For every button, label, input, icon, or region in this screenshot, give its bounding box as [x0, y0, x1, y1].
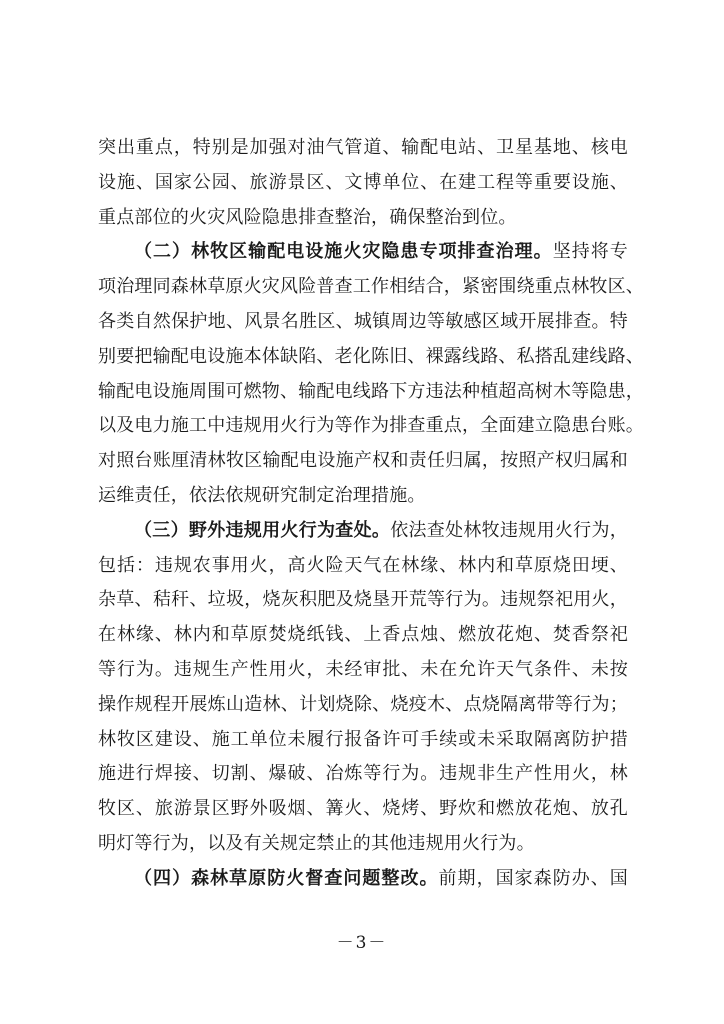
text-line: 对照台账厘清林牧区输配电设施产权和责任归属，按照产权归属和 [98, 450, 628, 472]
text-line: 别要把输配电设施本体缺陷、老化陈旧、裸露线路、私搭乱建线路、 [98, 345, 644, 367]
page-number: －3－ [336, 933, 388, 953]
text-line: 林牧区建设、施工单位未履行报备许可手续或未采取隔离防护措 [98, 728, 628, 750]
text-span: 依法查处林牧违规用火行为， [390, 519, 628, 541]
section-first-line [98, 514, 628, 549]
text-line: 突出重点，特别是加强对油气管道、输配电站、卫星基地、核电 [98, 137, 628, 158]
text-span: 坚持将专 [552, 241, 628, 263]
text-line: 在林缘、林内和草原焚烧纸钱、上香点烛、燃放花炮、焚香祭祀 [98, 624, 628, 646]
text-line: 牧区、旅游景区野外吸烟、篝火、烧烤、野炊和燃放花炮、放孔 [98, 798, 628, 820]
text-line: 以及电力施工中违规用火行为等作为排查重点，全面建立隐患台账。 [98, 415, 644, 437]
text-line: 操作规程开展炼山造林、计划烧除、烧疫木、点烧隔离带等行为； [98, 693, 628, 715]
text-line: 施进行焊接、切割、爆破、冶炼等行为。违规非生产性用火，林 [98, 763, 628, 785]
section-heading: （四）森林草原防火督查问题整改。 [134, 867, 439, 889]
text-span: 前期，国家森防办、国 [438, 867, 629, 889]
text-line: 各类自然保护地、风景名胜区、城镇周边等敏感区域开展排查。特 [98, 310, 628, 332]
text-line: 杂草、秸秆、垃圾，烧灰积肥及烧垦开荒等行为。违规祭祀用火， [98, 589, 628, 611]
text-line: 项治理同森林草原火灾风险普查工作相结合，紧密围绕重点林牧区、 [98, 276, 644, 298]
text-line: 包括：违规农事用火，高火险天气在林缘、林内和草原烧田埂、 [98, 554, 628, 576]
text-line: 设施、国家公园、旅游景区、文博单位、在建工程等重要设施、 [98, 171, 628, 193]
text-line: 输配电设施周围可燃物、输配电线路下方违法种植超高树木等隐患， [98, 380, 644, 402]
section-first-line [98, 862, 628, 897]
text-line: 运维责任，依法依规研究制定治理措施。 [98, 484, 426, 506]
section-heading: （二）林牧区输配电设施火灾隐患专项排查治理。 [134, 241, 553, 263]
section-heading: （三）野外违规用火行为查处。 [134, 519, 391, 541]
text-line: 重点部位的火灾风险隐患排查整治，确保整治到位。 [98, 206, 517, 228]
text-line: 等行为。违规生产性用火，未经审批、未在允许天气条件、未按 [98, 658, 628, 680]
section-first-line [98, 235, 628, 270]
body-text [98, 131, 644, 897]
text-line: 明灯等行为，以及有关规定禁止的其他违规用火行为。 [98, 832, 535, 854]
